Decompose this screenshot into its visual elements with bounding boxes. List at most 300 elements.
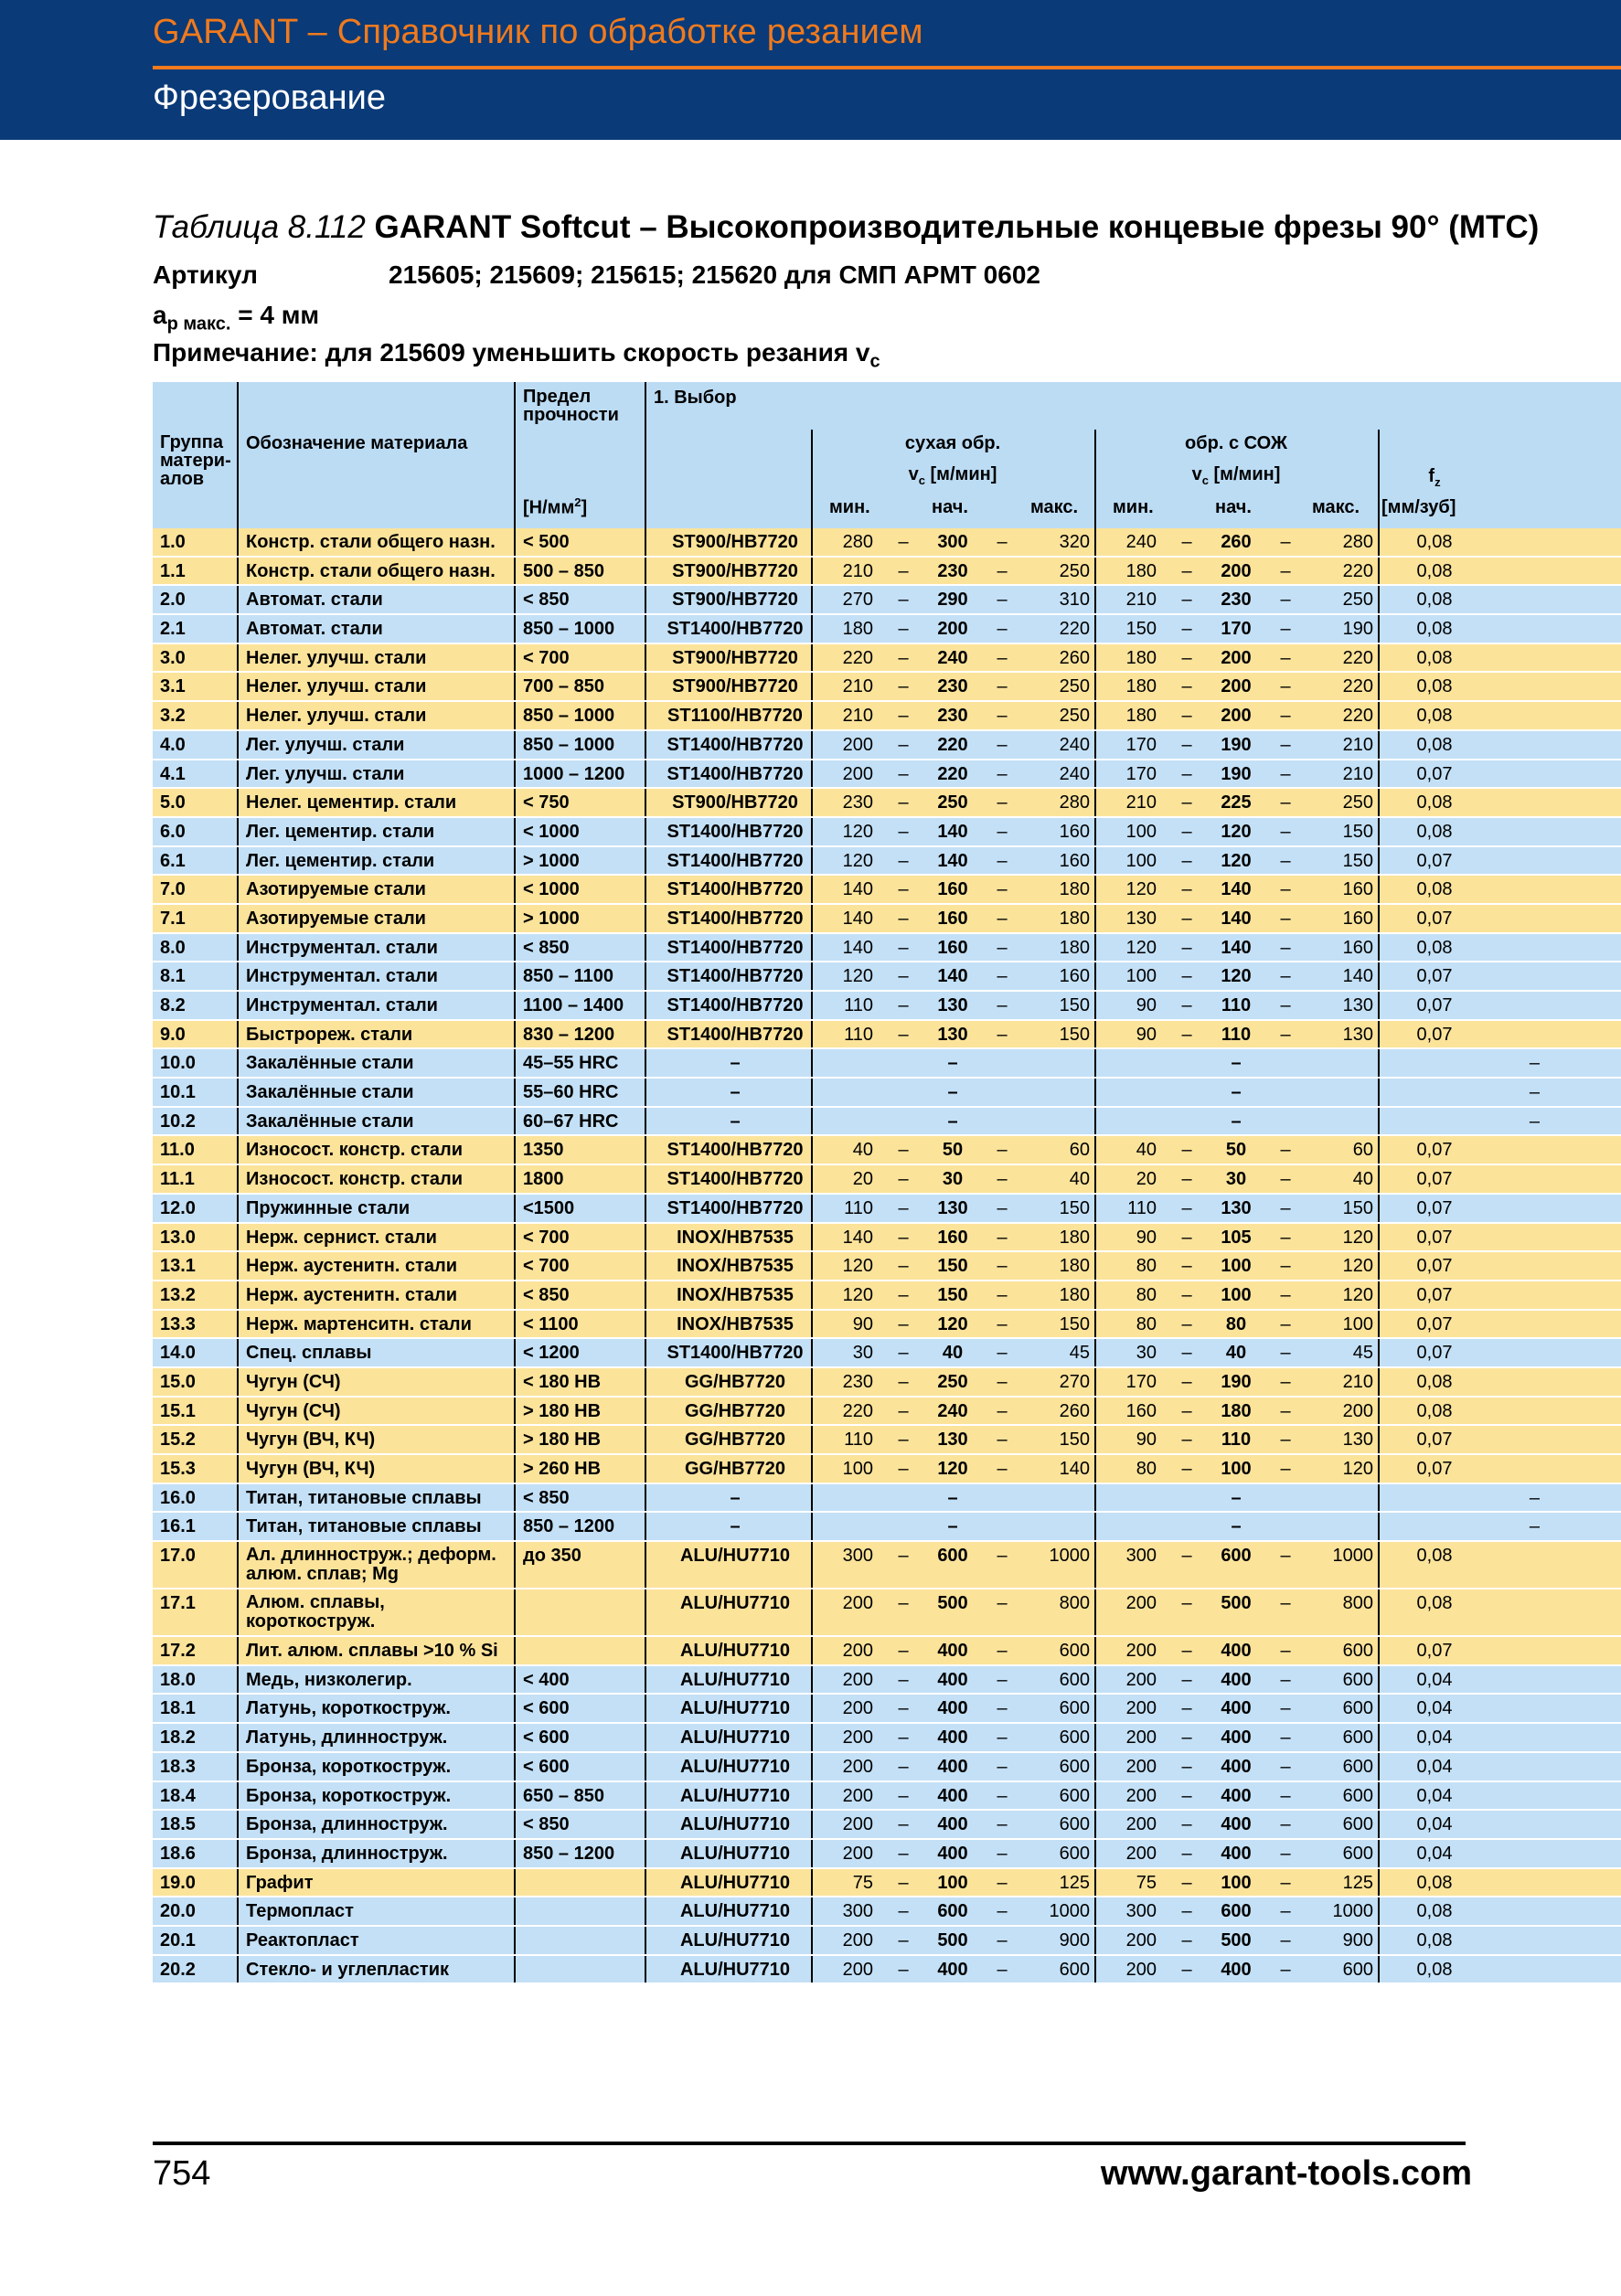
cell-selection: ST900/HB7720 bbox=[672, 647, 798, 668]
cell-selection: ALU/HU7710 bbox=[679, 1901, 791, 1922]
column-divider bbox=[1378, 789, 1380, 816]
cell-fz: 0,04 bbox=[1416, 1727, 1453, 1749]
cell-dry-max: 220 bbox=[1059, 619, 1090, 640]
cell-wet-dash: – bbox=[1280, 734, 1291, 755]
cell-wet-dash: – bbox=[1181, 1284, 1192, 1305]
table-row bbox=[153, 1897, 1621, 1927]
table-row bbox=[153, 1695, 1621, 1724]
column-divider bbox=[1378, 876, 1380, 903]
cell-wet-vc: – bbox=[1231, 1487, 1242, 1508]
cell-wet-min: 120 bbox=[1125, 879, 1157, 900]
cell-wet-max: 1000 bbox=[1332, 1901, 1373, 1922]
cell-fz: 0,08 bbox=[1416, 1929, 1453, 1951]
column-divider bbox=[1378, 1666, 1380, 1694]
cell-dry-max: 180 bbox=[1059, 908, 1090, 929]
cell-dry-dash: – bbox=[997, 647, 1008, 668]
cell-dry-min: 200 bbox=[842, 1727, 873, 1749]
cell-dry-min: 120 bbox=[842, 1284, 873, 1305]
cell-dry-dash: – bbox=[898, 1430, 909, 1451]
cell-wet-max: 600 bbox=[1342, 1785, 1373, 1806]
table-row bbox=[153, 789, 1621, 818]
cell-group: 18.1 bbox=[160, 1698, 196, 1719]
cell-strength: < 700 bbox=[523, 1256, 570, 1277]
column-divider bbox=[1378, 586, 1380, 613]
column-divider bbox=[237, 1927, 239, 1954]
cell-dry-nom: 400 bbox=[937, 1843, 968, 1864]
cell-strength: 1100 – 1400 bbox=[523, 995, 624, 1015]
column-divider bbox=[237, 1811, 239, 1838]
cell-wet-max: 140 bbox=[1342, 966, 1373, 987]
cell-fz: 0,07 bbox=[1416, 1197, 1453, 1218]
cell-wet-nom: 190 bbox=[1221, 734, 1252, 755]
cell-material: Нелег. цементир. стали bbox=[246, 792, 457, 813]
column-divider bbox=[1378, 1398, 1380, 1425]
column-divider bbox=[237, 1398, 239, 1425]
cell-dry-vc: – bbox=[947, 1082, 958, 1103]
cell-wet-nom: 400 bbox=[1221, 1843, 1252, 1864]
column-divider bbox=[1094, 1398, 1096, 1425]
cell-wet-min: 30 bbox=[1136, 1343, 1157, 1364]
cell-strength: 850 – 1200 bbox=[523, 1843, 615, 1864]
table-row bbox=[153, 1108, 1621, 1137]
cell-dry-min: 300 bbox=[842, 1546, 873, 1567]
column-divider bbox=[645, 1339, 646, 1366]
cell-group: 20.2 bbox=[160, 1959, 196, 1980]
cell-wet-min: 90 bbox=[1136, 995, 1157, 1015]
cell-material: Нерж. аустенитн. стали bbox=[246, 1256, 458, 1277]
cell-wet-dash: – bbox=[1280, 1901, 1291, 1922]
cell-strength: < 850 bbox=[523, 1284, 570, 1305]
cell-fz: 0,07 bbox=[1416, 1313, 1453, 1334]
cell-wet-dash: – bbox=[1181, 1814, 1192, 1835]
table-row bbox=[153, 1753, 1621, 1782]
cell-strength: 650 – 850 bbox=[523, 1785, 604, 1806]
cell-dry-dash: – bbox=[898, 706, 909, 727]
cell-wet-min: 180 bbox=[1125, 706, 1157, 727]
cell-dry-dash: – bbox=[898, 1400, 909, 1421]
cell-dry-min: 200 bbox=[842, 1641, 873, 1662]
cell-wet-dash: – bbox=[1280, 966, 1291, 987]
cell-dry-dash: – bbox=[997, 1785, 1008, 1806]
cell-wet-dash: – bbox=[1181, 1400, 1192, 1421]
cell-wet-nom: 400 bbox=[1221, 1756, 1252, 1777]
column-divider bbox=[645, 1897, 646, 1925]
cell-wet-dash: – bbox=[1280, 1400, 1291, 1421]
cell-wet-dash: – bbox=[1181, 619, 1192, 640]
cell-group: 13.3 bbox=[160, 1313, 196, 1334]
cell-dry-nom: 130 bbox=[937, 1197, 968, 1218]
cell-dry-dash: – bbox=[997, 706, 1008, 727]
cell-dry-dash: – bbox=[898, 995, 909, 1015]
cell-wet-dash: – bbox=[1181, 1929, 1192, 1951]
table-row bbox=[153, 905, 1621, 934]
fz-sub: z bbox=[1434, 475, 1441, 489]
cell-fz: 0,08 bbox=[1416, 1546, 1453, 1567]
cell-dry-dash: – bbox=[997, 1756, 1008, 1777]
cell-wet-max: 900 bbox=[1342, 1929, 1373, 1951]
cell-material: Латунь, короткоструж. bbox=[246, 1698, 451, 1719]
column-divider bbox=[237, 1281, 239, 1309]
column-divider bbox=[1378, 1869, 1380, 1897]
column-divider bbox=[1094, 1252, 1096, 1280]
column-divider bbox=[237, 962, 239, 990]
cell-dry-dash: – bbox=[898, 1698, 909, 1719]
cell-dry-max: 180 bbox=[1059, 1284, 1090, 1305]
cell-material: Бронза, короткоструж. bbox=[246, 1756, 452, 1777]
cell-strength: 1800 bbox=[523, 1169, 564, 1190]
cell-dry-nom: 230 bbox=[937, 706, 968, 727]
cell-wet-nom: 30 bbox=[1225, 1169, 1247, 1190]
cell-dry-min: 200 bbox=[842, 1843, 873, 1864]
cell-wet-nom: 170 bbox=[1221, 619, 1252, 640]
cell-wet-dash: – bbox=[1280, 706, 1291, 727]
table-row bbox=[153, 1589, 1621, 1637]
cell-wet-min: 100 bbox=[1125, 850, 1157, 871]
cell-wet-max: 1000 bbox=[1332, 1546, 1373, 1567]
cell-wet-dash: – bbox=[1181, 1227, 1192, 1248]
column-divider bbox=[1094, 818, 1096, 845]
cell-wet-vc: – bbox=[1231, 1082, 1242, 1103]
cell-wet-max: 600 bbox=[1342, 1843, 1373, 1864]
header-fz-unit: [мм/зуб] bbox=[1381, 497, 1456, 517]
cell-selection: ALU/HU7710 bbox=[679, 1814, 791, 1835]
cell-wet-min: 100 bbox=[1125, 966, 1157, 987]
cell-dry-nom: 100 bbox=[937, 1872, 968, 1893]
cell-material: Реактопласт bbox=[246, 1929, 359, 1951]
cell-dry-vc: – bbox=[947, 1516, 958, 1537]
cell-group: 13.2 bbox=[160, 1284, 196, 1305]
column-divider bbox=[1094, 1136, 1096, 1164]
cell-wet-dash: – bbox=[1181, 1843, 1192, 1864]
column-divider bbox=[1378, 962, 1380, 990]
column-divider bbox=[1378, 1927, 1380, 1954]
cell-dry-dash: – bbox=[997, 619, 1008, 640]
cell-dry-dash: – bbox=[898, 1256, 909, 1277]
cell-group: 18.5 bbox=[160, 1814, 196, 1835]
cell-strength: до 350 bbox=[523, 1546, 581, 1567]
cell-wet-dash: – bbox=[1181, 1313, 1192, 1334]
cell-wet-dash: – bbox=[1181, 1669, 1192, 1690]
cell-wet-nom: 140 bbox=[1221, 879, 1252, 900]
cell-dry-dash: – bbox=[898, 966, 909, 987]
column-divider bbox=[1378, 905, 1380, 932]
cell-group: 10.0 bbox=[160, 1053, 196, 1074]
cell-wet-dash: – bbox=[1280, 763, 1291, 784]
cell-selection: – bbox=[730, 1053, 741, 1074]
column-divider bbox=[645, 876, 646, 903]
cell-wet-nom: 260 bbox=[1221, 532, 1252, 552]
cell-fz: 0,08 bbox=[1416, 1959, 1453, 1980]
cell-group: 20.1 bbox=[160, 1929, 196, 1951]
header-wet: обр. с СОЖ bbox=[1185, 433, 1287, 453]
cell-fz: 0,08 bbox=[1416, 590, 1453, 611]
cell-dry-min: 120 bbox=[842, 1256, 873, 1277]
column-divider bbox=[645, 586, 646, 613]
cell-wet-nom: 50 bbox=[1225, 1140, 1247, 1161]
column-divider bbox=[237, 760, 239, 788]
cell-material: Чугун (ВЧ, КЧ) bbox=[246, 1459, 376, 1479]
column-divider bbox=[645, 702, 646, 729]
cell-group: 1.0 bbox=[160, 532, 186, 552]
cell-group: 2.1 bbox=[160, 619, 186, 640]
wet-vc-symbol: v bbox=[1191, 464, 1202, 484]
cell-wet-dash: – bbox=[1280, 1727, 1291, 1749]
cell-dry-max: 150 bbox=[1059, 995, 1090, 1015]
column-divider bbox=[1094, 847, 1096, 875]
cell-wet-dash: – bbox=[1280, 1313, 1291, 1334]
column-divider bbox=[645, 1398, 646, 1425]
cell-dry-max: 180 bbox=[1059, 937, 1090, 958]
cell-group: 15.0 bbox=[160, 1371, 196, 1392]
cell-dry-max: 45 bbox=[1069, 1343, 1090, 1364]
cell-wet-min: 200 bbox=[1125, 1593, 1157, 1614]
cell-fz: 0,08 bbox=[1416, 619, 1453, 640]
cell-fz: 0,08 bbox=[1416, 792, 1453, 813]
column-divider bbox=[237, 876, 239, 903]
cell-dry-vc: – bbox=[947, 1053, 958, 1074]
cell-wet-vc: – bbox=[1231, 1516, 1242, 1537]
column-divider bbox=[1378, 1484, 1380, 1512]
column-divider bbox=[1094, 789, 1096, 816]
cell-selection: – bbox=[730, 1516, 741, 1537]
header-dry-vc bbox=[811, 464, 1094, 487]
cell-dry-min: 20 bbox=[852, 1169, 873, 1190]
cell-wet-max: 250 bbox=[1342, 590, 1373, 611]
column-divider bbox=[645, 1165, 646, 1193]
cell-dry-max: 150 bbox=[1059, 1197, 1090, 1218]
cell-fz: 0,07 bbox=[1416, 1284, 1453, 1305]
cell-strength: < 500 bbox=[523, 532, 570, 552]
note-line bbox=[153, 338, 880, 373]
cell-wet-min: 300 bbox=[1125, 1546, 1157, 1567]
cell-wet-nom: 230 bbox=[1221, 590, 1252, 611]
cell-dry-min: 200 bbox=[842, 1698, 873, 1719]
cell-wet-dash: – bbox=[1280, 1169, 1291, 1190]
column-divider bbox=[1094, 1927, 1096, 1954]
cell-selection: INOX/HB7535 bbox=[677, 1284, 794, 1305]
column-divider bbox=[237, 615, 239, 643]
cell-wet-min: 120 bbox=[1125, 937, 1157, 958]
cell-wet-max: 600 bbox=[1342, 1959, 1373, 1980]
cell-selection: ST1400/HB7720 bbox=[667, 734, 804, 755]
cell-group: 10.1 bbox=[160, 1082, 196, 1103]
cell-group: 16.0 bbox=[160, 1487, 196, 1508]
header-dry-nom: нач. bbox=[932, 497, 968, 517]
column-divider bbox=[1378, 1897, 1380, 1925]
ap-symbol: a bbox=[153, 301, 167, 329]
cell-wet-dash: – bbox=[1181, 966, 1192, 987]
cell-selection: – bbox=[730, 1111, 741, 1132]
column-divider bbox=[1378, 1311, 1380, 1338]
cell-dry-dash: – bbox=[997, 1371, 1008, 1392]
cell-dry-dash: – bbox=[898, 619, 909, 640]
cell-selection: ST900/HB7720 bbox=[672, 676, 798, 697]
cell-dry-max: 180 bbox=[1059, 879, 1090, 900]
cell-dry-min: 270 bbox=[842, 590, 873, 611]
column-divider bbox=[1378, 1426, 1380, 1453]
cell-selection: ST900/HB7720 bbox=[672, 590, 798, 611]
cell-material: Быстрореж. стали bbox=[246, 1024, 413, 1045]
column-divider bbox=[237, 1956, 239, 1983]
column-divider bbox=[237, 992, 239, 1019]
cell-group: 18.4 bbox=[160, 1785, 196, 1806]
cell-dry-dash: – bbox=[997, 1593, 1008, 1614]
cell-wet-dash: – bbox=[1181, 1756, 1192, 1777]
cell-dry-dash: – bbox=[898, 590, 909, 611]
cell-wet-min: 200 bbox=[1125, 1698, 1157, 1719]
cell-fz: 0,08 bbox=[1416, 1593, 1453, 1614]
cell-strength: 45–55 HRC bbox=[523, 1053, 619, 1074]
cell-selection: ALU/HU7710 bbox=[679, 1872, 791, 1893]
cell-group: 18.2 bbox=[160, 1727, 196, 1749]
cell-wet-max: 60 bbox=[1352, 1140, 1373, 1161]
column-divider bbox=[1094, 1724, 1096, 1751]
cell-dry-nom: 230 bbox=[937, 560, 968, 581]
table-row bbox=[153, 1252, 1621, 1281]
column-divider bbox=[1378, 934, 1380, 962]
column-divider bbox=[1094, 1811, 1096, 1838]
cell-wet-nom: 100 bbox=[1221, 1872, 1252, 1893]
cell-group: 15.1 bbox=[160, 1400, 196, 1421]
cell-strength: > 180 HB bbox=[523, 1430, 602, 1451]
header-dry: сухая обр. bbox=[904, 433, 1001, 453]
cell-selection: ST1400/HB7720 bbox=[667, 763, 804, 784]
column-divider bbox=[1094, 876, 1096, 903]
cell-dry-nom: 130 bbox=[937, 1430, 968, 1451]
cell-wet-dash: – bbox=[1181, 850, 1192, 871]
cell-strength: < 1000 bbox=[523, 879, 580, 900]
cell-group: 13.1 bbox=[160, 1256, 196, 1277]
cell-wet-max: 210 bbox=[1342, 734, 1373, 755]
column-divider bbox=[1378, 1049, 1380, 1077]
cell-strength: 830 – 1200 bbox=[523, 1024, 615, 1045]
cell-wet-min: 40 bbox=[1136, 1140, 1157, 1161]
cell-dry-max: 600 bbox=[1059, 1756, 1090, 1777]
cell-wet-nom: 400 bbox=[1221, 1669, 1252, 1690]
cell-wet-dash: – bbox=[1280, 850, 1291, 871]
cell-dry-nom: 240 bbox=[937, 647, 968, 668]
column-divider bbox=[237, 934, 239, 962]
cell-fz: 0,07 bbox=[1416, 908, 1453, 929]
cell-wet-dash: – bbox=[1181, 1024, 1192, 1045]
cell-dry-dash: – bbox=[898, 1371, 909, 1392]
table-row bbox=[153, 558, 1621, 587]
cell-wet-vc: – bbox=[1231, 1111, 1242, 1132]
cell-strength: <1500 bbox=[523, 1197, 575, 1218]
cell-selection: – bbox=[730, 1082, 741, 1103]
cell-group: 13.0 bbox=[160, 1227, 196, 1248]
column-divider bbox=[237, 1195, 239, 1222]
cell-wet-dash: – bbox=[1181, 1197, 1192, 1218]
cell-fz: 0,08 bbox=[1416, 706, 1453, 727]
cell-material: Инструментал. стали bbox=[246, 995, 438, 1015]
cell-dry-dash: – bbox=[997, 1140, 1008, 1161]
table-row bbox=[153, 1455, 1621, 1484]
column-divider bbox=[1378, 1281, 1380, 1309]
table-row bbox=[153, 1311, 1621, 1340]
column-divider bbox=[1094, 1840, 1096, 1867]
cell-group: 14.0 bbox=[160, 1343, 196, 1364]
cell-dry-min: 140 bbox=[842, 937, 873, 958]
column-divider bbox=[237, 586, 239, 613]
cell-wet-dash: – bbox=[1280, 995, 1291, 1015]
cell-dry-min: 110 bbox=[844, 1197, 873, 1218]
column-divider bbox=[1378, 1811, 1380, 1838]
cell-dry-max: 150 bbox=[1059, 1430, 1090, 1451]
cell-fz: 0,07 bbox=[1416, 1140, 1453, 1161]
cell-wet-dash: – bbox=[1181, 1785, 1192, 1806]
column-divider bbox=[1094, 1455, 1096, 1483]
cell-wet-min: 130 bbox=[1125, 908, 1157, 929]
cell-dry-dash: – bbox=[898, 1756, 909, 1777]
column-divider bbox=[237, 1224, 239, 1251]
cell-wet-max: 250 bbox=[1342, 792, 1373, 813]
cell-wet-min: 90 bbox=[1136, 1430, 1157, 1451]
cell-fz: – bbox=[1529, 1111, 1540, 1132]
cell-dry-min: 200 bbox=[842, 1756, 873, 1777]
cell-wet-dash: – bbox=[1280, 1669, 1291, 1690]
cell-wet-min: 110 bbox=[1127, 1197, 1157, 1218]
cell-dry-dash: – bbox=[898, 821, 909, 842]
cell-selection: ALU/HU7710 bbox=[679, 1727, 791, 1749]
cell-wet-dash: – bbox=[1280, 1284, 1291, 1305]
cell-wet-max: 600 bbox=[1342, 1727, 1373, 1749]
cell-dry-dash: – bbox=[898, 1169, 909, 1190]
cell-selection: INOX/HB7535 bbox=[677, 1313, 794, 1334]
cell-material: Износост. констр. стали bbox=[246, 1140, 464, 1161]
cell-dry-nom: 240 bbox=[937, 1400, 968, 1421]
article-line bbox=[153, 260, 1040, 290]
column-divider bbox=[1378, 1252, 1380, 1280]
cell-wet-min: 200 bbox=[1125, 1929, 1157, 1951]
cell-dry-max: 125 bbox=[1059, 1872, 1090, 1893]
column-divider bbox=[237, 1136, 239, 1164]
cell-wet-min: 90 bbox=[1136, 1024, 1157, 1045]
column-divider bbox=[1094, 558, 1096, 585]
cell-wet-min: 90 bbox=[1136, 1227, 1157, 1248]
column-divider bbox=[237, 905, 239, 932]
column-divider bbox=[1094, 1165, 1096, 1193]
table-row bbox=[153, 1869, 1621, 1898]
column-divider bbox=[645, 1753, 646, 1780]
column-divider bbox=[1378, 673, 1380, 700]
table-row bbox=[153, 644, 1621, 674]
cell-wet-dash: – bbox=[1181, 1343, 1192, 1364]
cell-wet-max: 220 bbox=[1342, 647, 1373, 668]
cell-dry-max: 60 bbox=[1069, 1140, 1090, 1161]
column-divider bbox=[645, 1224, 646, 1251]
column-divider bbox=[237, 1695, 239, 1722]
cell-dry-vc: – bbox=[947, 1111, 958, 1132]
cell-dry-nom: 400 bbox=[937, 1756, 968, 1777]
cell-wet-max: 220 bbox=[1342, 676, 1373, 697]
cell-wet-max: 600 bbox=[1342, 1669, 1373, 1690]
column-divider bbox=[237, 1455, 239, 1483]
cell-wet-min: 170 bbox=[1125, 1371, 1157, 1392]
header-title: GARANT – Справочник по обработке резанием bbox=[153, 13, 923, 51]
column-divider bbox=[645, 1252, 646, 1280]
cell-wet-nom: 400 bbox=[1221, 1785, 1252, 1806]
note-subscript: c bbox=[869, 351, 880, 372]
cell-wet-nom: 100 bbox=[1221, 1256, 1252, 1277]
cell-selection: ST1400/HB7720 bbox=[667, 1343, 804, 1364]
cell-material: Спец. сплавы bbox=[246, 1343, 372, 1364]
cell-wet-nom: 400 bbox=[1221, 1641, 1252, 1662]
cell-wet-nom: 120 bbox=[1221, 966, 1252, 987]
cell-dry-min: 110 bbox=[844, 1024, 873, 1045]
cell-wet-dash: – bbox=[1181, 1459, 1192, 1479]
cell-wet-dash: – bbox=[1280, 1698, 1291, 1719]
